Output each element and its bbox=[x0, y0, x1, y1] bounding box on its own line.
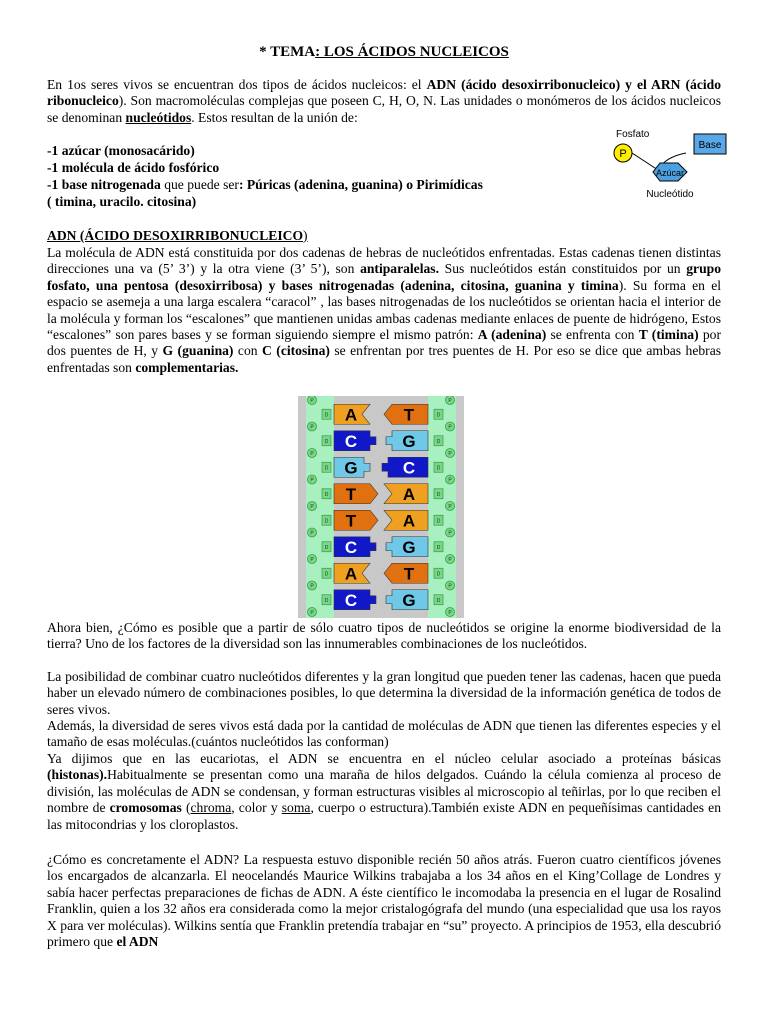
document-title: * TEMA: LOS ÁCIDOS NUCLEICOS bbox=[259, 44, 509, 60]
phosphate-node-label: P bbox=[448, 610, 452, 616]
phosphate-node-label: P bbox=[310, 451, 314, 457]
sugar-box-label: D bbox=[436, 412, 441, 419]
phosphate-node-label: P bbox=[448, 504, 452, 510]
base-right-letter: C bbox=[402, 458, 416, 478]
diversity-paragraph: Ahora bien, ¿Cómo es posible que a partir de sólo cuatro tipos de nucleótidos se origine la enorme biodiversidad de la tierra? Uno de los factores de la diversidad son las innumerables combinaciones de los nucleótidos. bbox=[47, 620, 721, 652]
base-right-letter: A bbox=[402, 511, 416, 531]
base-left-letter: G bbox=[344, 458, 358, 478]
base-right-letter: A bbox=[402, 484, 416, 504]
sugar-box-label: D bbox=[436, 518, 441, 525]
sugar-box-label: D bbox=[324, 518, 329, 525]
base-left-letter: T bbox=[345, 484, 357, 504]
list-item-base: -1 base nitrogenada que puede ser: Púricas (adenina, guanina) o Pirimídicas bbox=[47, 177, 483, 192]
sugar-box-label: D bbox=[436, 438, 441, 445]
fosfato-label: Fosfato bbox=[616, 129, 650, 140]
sugar-box-label: D bbox=[324, 491, 329, 498]
phosphate-node-label: P bbox=[310, 504, 314, 510]
eukaryote-paragraph: Ya dijimos que en las eucariotas, el ADN se encuentra en el núcleo celular asociado a proteínas básicas (histonas).Habitualmente se presentan como una maraña de hilos delgados. Cuándo la célula comienza al proceso de división, las moléculas de ADN se condensan, y forman estructuras visibles al microscopio al teñirlas, por lo que reciben el nombre de cromosomas (chroma, color y soma, cuerpo o estructura).También existe ADN en pequeñísimas cantidades en las mitocondrias y los cloroplastos. bbox=[47, 751, 721, 832]
intro-paragraph: En 1os seres vivos se encuentran dos tipos de ácidos nucleicos: el ADN (ácido desoxirribonucleico) y el ARN (ácido ribonucleico). Son macromoléculas complejas que poseen C, H, O, N. Las unidades o monómeros de los ácidos nucleicos se denominan nucleótidos. Estos resultan de la unión de: bbox=[47, 77, 721, 125]
base-right-letter: T bbox=[403, 405, 415, 425]
nucleotide-diagram bbox=[590, 125, 740, 205]
base-right-letter: G bbox=[402, 537, 416, 557]
sugar-box-label: D bbox=[436, 597, 441, 604]
combination-paragraph: La posibilidad de combinar cuatro nucleótidos diferentes y la gran longitud que pueden tener las cadenas, hacen que pueda haber un elevado número de combinaciones posibles, lo que determina la diversidad de la información genética de todos de seres vivos. bbox=[47, 669, 721, 717]
sugar-box-label: D bbox=[436, 571, 441, 578]
adn-heading: ADN (ÁCIDO DESOXIRRIBONUCLEICO) bbox=[47, 228, 308, 243]
phosphate-node-label: P bbox=[310, 477, 314, 484]
phosphate-node-label: P bbox=[448, 583, 452, 590]
base-right-letter: G bbox=[402, 590, 416, 610]
phosphate-node-label: P bbox=[310, 610, 314, 616]
base-right-letter: T bbox=[403, 564, 415, 584]
adn-paragraph: La molécula de ADN está constituida por dos cadenas de hebras de nucleótidos enfrentadas. Estas cadenas tienen distintas direcciones una va (5’ 3’) y la otra viene (3’ 5’), son antiparalelas. Sus nucleótidos están constituidos por un grupo fosfato, una pentosa (desoxirribosa) y bases nitrogenadas (adenina, citosina, guanina y timina). Su forma en el espacio se asemeja a una larga escalera “caracol” , las bases nitrogenadas de los nucleótidos se orientan hacia el interior de la molécula y forman los “escalones” que mantienen unidas ambas cadenas mediante enlaces de puente de hidrógeno, Estos “escalones” son pares bases y se forman siguiendo siempre el mismo patrón: A (adenina) se enfrenta con T (timina) por dos puentes de H, y G (guanina) con C (citosina) se enfrentan por tres puentes de H. Por eso se dice que ambas hebras enfrentadas son complementarias. bbox=[47, 245, 722, 375]
sugar-box-label: D bbox=[324, 465, 329, 472]
phosphate-node-label: P bbox=[310, 424, 314, 431]
sugar-box-label: D bbox=[324, 597, 329, 604]
list-item-fosforico: -1 molécula de ácido fosfórico bbox=[47, 160, 220, 175]
phosphate-node-label: P bbox=[448, 477, 452, 484]
phosphate-node-label: P bbox=[310, 530, 314, 537]
base-left-letter: C bbox=[344, 537, 358, 557]
phosphate-node-label: P bbox=[448, 451, 452, 457]
nucleotido-label: Nucleótido bbox=[646, 189, 694, 200]
base-right-letter: G bbox=[402, 431, 416, 451]
species-paragraph: Además, la diversidad de seres vivos está dada por la cantidad de moléculas de ADN que tienen las diferentes especies y el tamaño de esas moléculas.(cuántos nucleótidos las conforman) bbox=[47, 718, 721, 750]
base-left-letter: C bbox=[344, 431, 358, 451]
base-label: Base bbox=[698, 140, 722, 151]
sugar-label: Azúcar bbox=[655, 168, 685, 178]
phosphate-node-label: P bbox=[310, 398, 314, 404]
phosphate-node-label: P bbox=[310, 557, 314, 563]
dna-ladder-diagram bbox=[298, 396, 464, 618]
sugar-box-label: D bbox=[324, 571, 329, 578]
sugar-box-label: D bbox=[436, 465, 441, 472]
phosphate-node-label: P bbox=[448, 557, 452, 563]
list-item-pirimidicas: ( timina, uracilo. citosina) bbox=[47, 194, 197, 209]
sugar-box-label: D bbox=[324, 438, 329, 445]
sugar-box-label: D bbox=[436, 491, 441, 498]
base-left-letter: A bbox=[344, 405, 358, 425]
base-left-letter: T bbox=[345, 511, 357, 531]
sugar-box-label: D bbox=[324, 544, 329, 551]
base-left-letter: C bbox=[344, 590, 358, 610]
phosphate-node-label: P bbox=[448, 398, 452, 404]
phosphate-node-label: P bbox=[448, 530, 452, 537]
phosphate-node-label: P bbox=[448, 424, 452, 431]
sugar-box-label: D bbox=[324, 412, 329, 419]
base-left-letter: A bbox=[344, 564, 358, 584]
phosphate-label: P bbox=[619, 148, 627, 160]
sugar-box-label: D bbox=[436, 544, 441, 551]
history-paragraph: ¿Cómo es concretamente el ADN? La respuesta estuvo disponible recién 50 años atrás. Fueron cuatro científicos jóvenes los encargados de alcanzarla. El neocelandés Maurice Wilkins trabajaba a los 34 años en el King’Collage de Londres y sabía hacer perfectas preparaciones de fichas de ADN. A éste científico le incomodaba la presencia en el lugar de Rosalind Franklin, quien a los 32 años era considerada como la mejor cristalogógrafa del mundo (una especialidad que usa los rayos X para ver moléculas). Wilkins sentía que Franklin pretendía trabajar en “su” proyecto. A principios de 1953, ella descubrió primero que el ADN bbox=[47, 852, 721, 950]
phosphate-node-label: P bbox=[310, 583, 314, 590]
list-item-azucar: -1 azúcar (monosacárido) bbox=[47, 143, 195, 158]
